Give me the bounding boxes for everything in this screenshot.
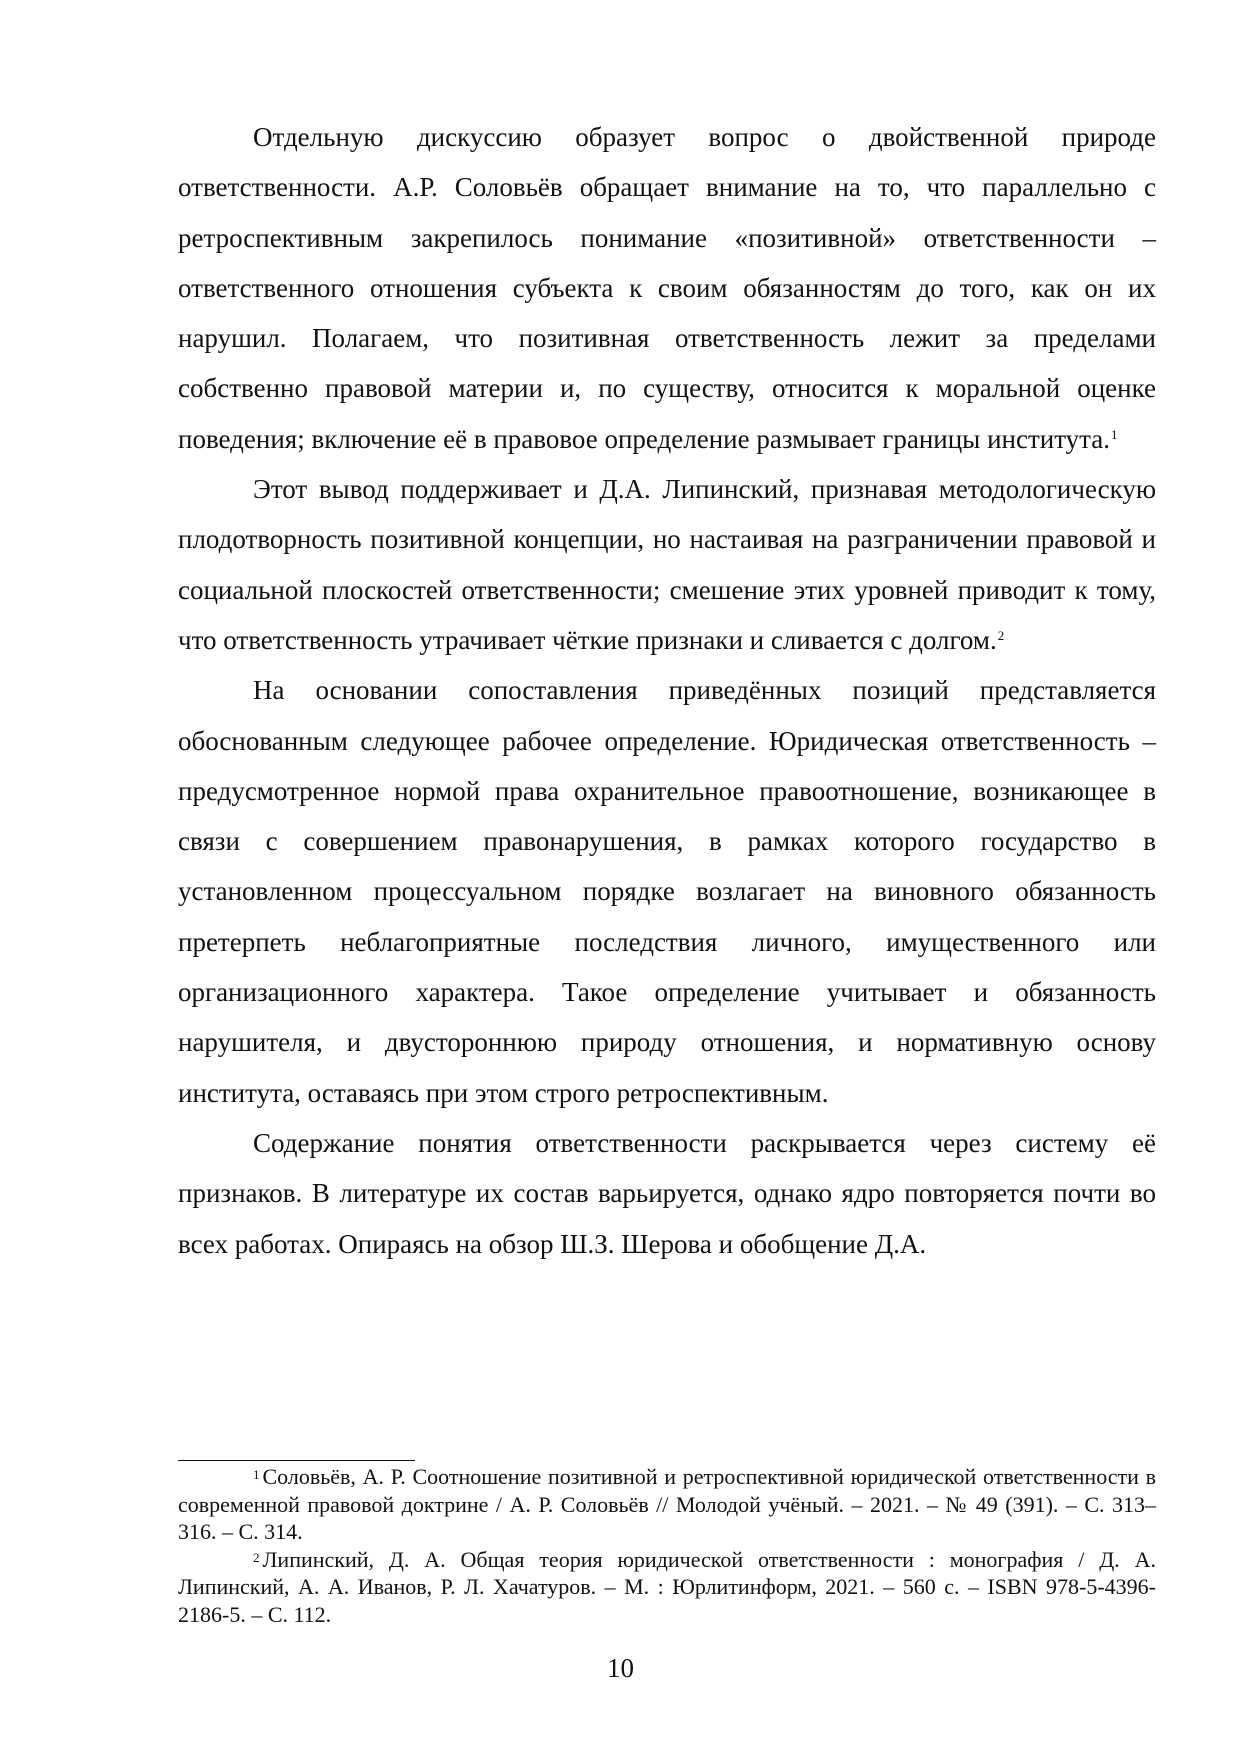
paragraph-2-text: Этот вывод поддерживает и Д.А. Липинский, признавая методологическую плодотворность позитивной концепции, но настаивая на разграничении правовой и социальной плоскостей ответственности; смешение этих уровней приводит к тому, что ответственность утрачивает чёткие признаки и сливается с долгом. — [178, 474, 1156, 655]
paragraph-3 — [178, 665, 1156, 1118]
footnote-ref-1[interactable]: 1 — [1111, 426, 1118, 442]
footnote-separator — [178, 1460, 415, 1461]
paragraph-4-text: Содержание понятия ответственности раскрывается через систему её признаков. В литературе их состав варьируется, однако ядро повторяется почти во всех работах. Опираясь на обзор Ш.З. Шерова и обобщение Д.А. — [178, 1127, 1156, 1259]
paragraph-4 — [178, 1118, 1156, 1269]
paragraph-2 — [178, 464, 1156, 665]
paragraph-1 — [178, 112, 1156, 464]
footnote-1 — [178, 1463, 1156, 1546]
footnote-1-text: Соловьёв, А. Р. Соотношение позитивной и ретроспективной юридической ответственности в современной правовой доктрине / А. Р. Соловьёв // Молодой учёный. – 2021. – № 49 (391). – С. 313–316. – С. 314. — [178, 1464, 1156, 1544]
page-number: 10 — [607, 1653, 634, 1683]
paragraph-3-text: На основании сопоставления приведённых позиций представляется обоснованным следующее рабочее определение. Юридическая ответственность – предусмотренное нормой права охранительное правоотношение, возникающее в связи с совершением правонарушения, в рамках которого государство в установленном процессуальном порядке возлагает на виновного обязанность претерпеть неблагоприятные последствия личного, имущественного или организационного характера. Такое определение учитывает и обязанность нарушителя, и двустороннюю природу отношения, и нормативную основу института, оставаясь при этом строго ретроспективным. — [178, 675, 1156, 1108]
footnote-2-mark: 2 — [253, 1549, 260, 1565]
footnote-1-mark: 1 — [253, 1467, 260, 1482]
footnote-2-text: Липинский, Д. А. Общая теория юридической ответственности : монография / Д. А. Липинский, А. А. Иванов, Р. Л. Хачатуров. – М. : Юрлитинформ, 2021. – 560 с. – ISBN 978-5-4396-2186-5. – С. 112. — [178, 1546, 1156, 1627]
main-text — [178, 112, 1156, 1269]
footnote-2 — [178, 1546, 1156, 1629]
footnote-ref-2[interactable]: 2 — [997, 627, 1005, 643]
footnotes — [178, 1463, 1156, 1628]
paragraph-1-text: Отдельную дискуссию образует вопрос о двойственной природе ответственности. А.Р. Соловьёв обращает внимание на то, что параллельно с ретроспективным закрепилось понимание «позитивной» ответственности – ответственного отношения субъекта к своим обязанностям до того, как он их нарушил. Полагаем, что позитивная ответственность лежит за пределами собственно правовой материи и, по существу, относится к моральной оценке поведения; включение её в правовое определение размывает границы института. — [178, 122, 1156, 454]
